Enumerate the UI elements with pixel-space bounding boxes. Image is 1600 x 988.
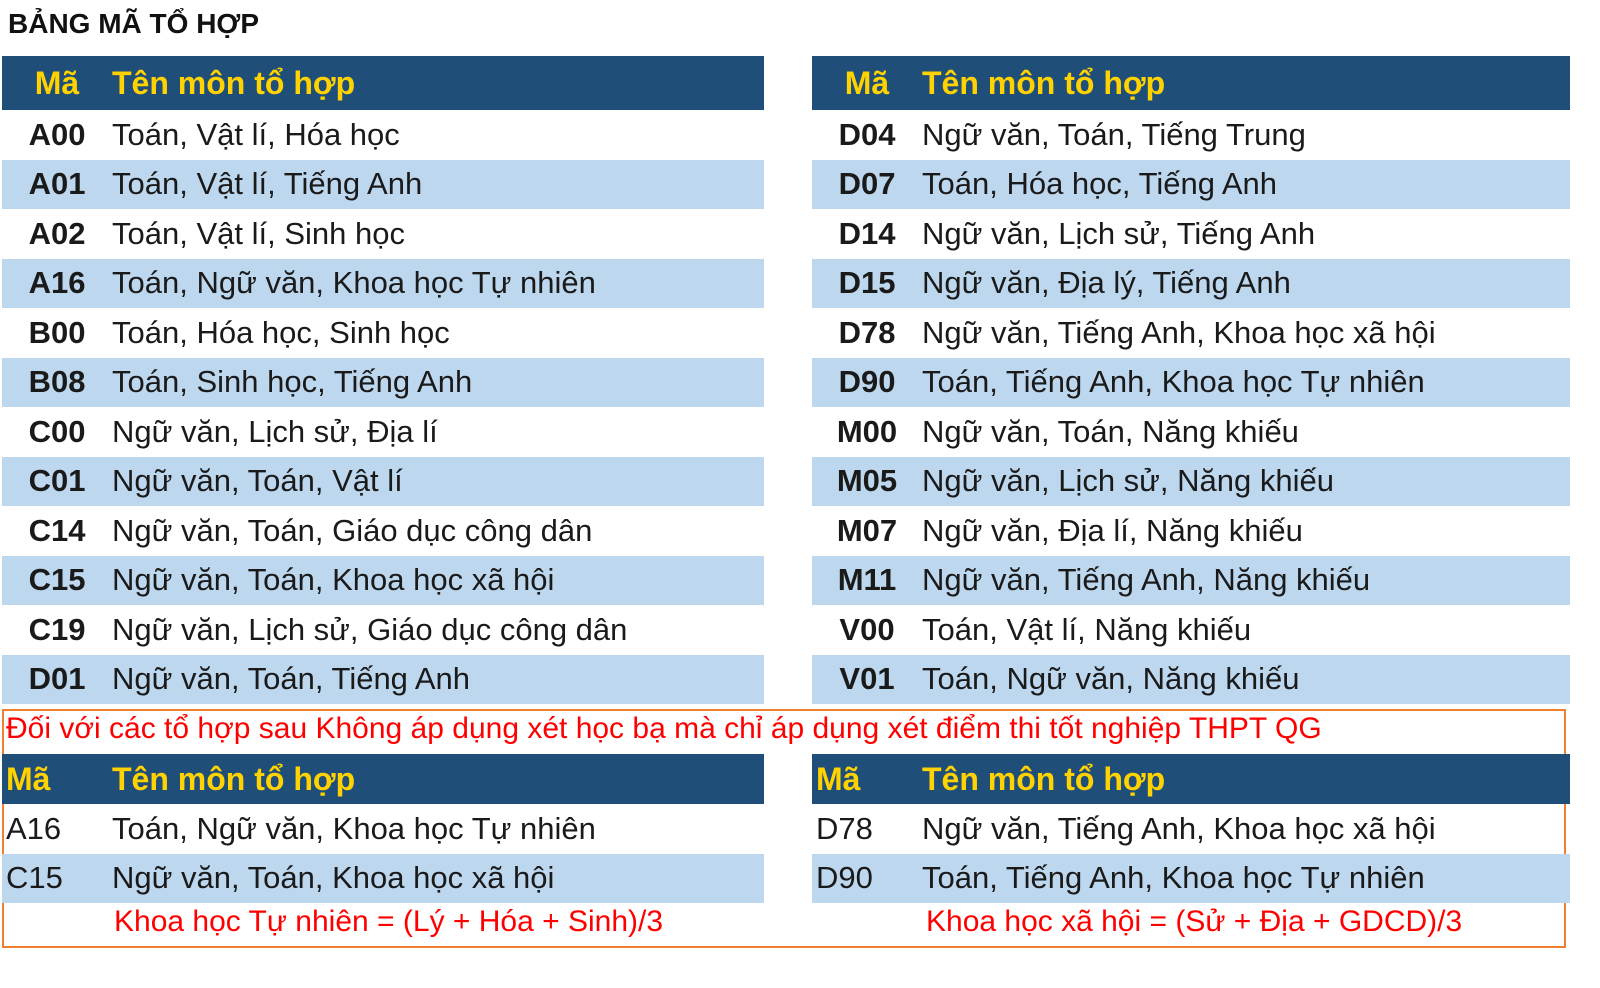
table-row: [812, 209, 1570, 259]
row-name: Ngữ văn, Tiếng Anh, Khoa học xã hội: [922, 314, 1436, 350]
row-name: Toán, Ngữ văn, Khoa học Tự nhiên: [112, 265, 596, 301]
row-name: Ngữ văn, Lịch sử, Tiếng Anh: [922, 215, 1316, 251]
row-code: C00: [28, 413, 86, 449]
table-row: [2, 407, 764, 457]
row-name: Toán, Tiếng Anh, Khoa học Tự nhiên: [922, 364, 1425, 400]
table-row: [812, 804, 1570, 854]
row-name: Toán, Vật lí, Năng khiếu: [922, 611, 1252, 647]
row-code: C15: [6, 860, 63, 896]
table-row: [2, 804, 764, 854]
table-row: [2, 358, 764, 408]
formula-natural-science: Khoa học Tự nhiên = (Lý + Hóa + Sinh)/3: [114, 905, 664, 938]
table-row: [812, 556, 1570, 606]
row-code: D78: [838, 314, 896, 350]
header-name: Tên môn tổ hợp: [112, 760, 356, 797]
row-code: D90: [816, 860, 873, 896]
combination-table-left: [2, 56, 764, 704]
table-row: [812, 854, 1570, 904]
header-code: Mã: [816, 760, 861, 797]
table-row: [2, 506, 764, 556]
row-name: Ngữ văn, Toán, Vật lí: [112, 463, 403, 499]
table-header: [2, 754, 764, 804]
row-name: Ngữ văn, Toán, Tiếng Trung: [922, 116, 1306, 152]
row-code: A16: [28, 265, 86, 301]
table-header: [812, 56, 1570, 110]
row-name: Ngữ văn, Toán, Khoa học xã hội: [112, 860, 555, 896]
row-code: D15: [838, 265, 896, 301]
table-row: [812, 605, 1570, 655]
table-row: [2, 110, 764, 160]
row-name: Toán, Ngữ văn, Năng khiếu: [922, 661, 1300, 697]
row-name: Toán, Ngữ văn, Khoa học Tự nhiên: [112, 810, 596, 846]
combination-table-right: [812, 56, 1570, 704]
row-code: D90: [838, 364, 896, 400]
header-name: Tên môn tổ hợp: [922, 64, 1166, 101]
table-row: [812, 457, 1570, 507]
row-code: M05: [836, 463, 898, 499]
row-code: A00: [28, 116, 86, 152]
header-code: Mã: [6, 760, 51, 797]
row-name: Ngữ văn, Toán, Tiếng Anh: [112, 661, 470, 697]
table-row: [812, 308, 1570, 358]
row-name: Ngữ văn, Tiếng Anh, Năng khiếu: [922, 562, 1371, 598]
header-code: Mã: [844, 64, 890, 101]
exclusion-table-left: [2, 754, 764, 903]
row-code: C19: [28, 611, 86, 647]
table-row: [812, 506, 1570, 556]
row-name: Ngữ văn, Toán, Năng khiếu: [922, 413, 1299, 449]
exclusion-note: Đối với các tổ hợp sau Không áp dụng xét học bạ mà chỉ áp dụng xét điểm thi tốt nghiệp THPT QG: [6, 712, 1322, 745]
row-code: M11: [837, 562, 897, 598]
row-name: Ngữ văn, Toán, Khoa học xã hội: [112, 562, 555, 598]
row-code: C15: [28, 562, 86, 598]
table-row: [2, 160, 764, 210]
row-code: D14: [838, 215, 896, 251]
table-row: [2, 259, 764, 309]
formula-social-science: Khoa học xã hội = (Sử + Địa + GDCD)/3: [926, 905, 1463, 938]
table-row: [812, 358, 1570, 408]
row-name: Ngữ văn, Địa lý, Tiếng Anh: [922, 265, 1291, 301]
table-header: [2, 56, 764, 110]
row-code: D04: [838, 116, 896, 152]
row-name: Toán, Hóa học, Tiếng Anh: [922, 166, 1278, 202]
table-row: [2, 209, 764, 259]
row-code: D01: [28, 661, 86, 697]
table-row: [812, 160, 1570, 210]
row-name: Toán, Sinh học, Tiếng Anh: [112, 364, 473, 400]
table-row: [812, 110, 1570, 160]
row-name: Toán, Hóa học, Sinh học: [112, 314, 450, 350]
row-name: Ngữ văn, Lịch sử, Năng khiếu: [922, 463, 1334, 499]
row-name: Ngữ văn, Địa lí, Năng khiếu: [922, 512, 1303, 548]
row-code: D78: [816, 810, 873, 846]
row-code: B00: [28, 314, 86, 350]
table-row: [2, 308, 764, 358]
row-code: C14: [28, 512, 86, 548]
row-code: M07: [836, 512, 898, 548]
table-row: [2, 605, 764, 655]
header-name: Tên môn tổ hợp: [112, 64, 356, 101]
row-code: C01: [28, 463, 86, 499]
row-name: Ngữ văn, Tiếng Anh, Khoa học xã hội: [922, 810, 1436, 846]
table-row: [812, 655, 1570, 705]
row-name: Ngữ văn, Lịch sử, Giáo dục công dân: [112, 611, 628, 647]
exclusion-table-right: [812, 754, 1570, 903]
header-code: Mã: [34, 64, 80, 101]
table-row: [812, 259, 1570, 309]
row-name: Toán, Vật lí, Hóa học: [112, 116, 400, 152]
row-code: A02: [28, 215, 86, 251]
row-code: A16: [6, 810, 62, 846]
table-row: [812, 407, 1570, 457]
table-header: [812, 754, 1570, 804]
table-row: [2, 854, 764, 904]
row-name: Ngữ văn, Lịch sử, Địa lí: [112, 413, 438, 449]
row-code: M00: [836, 413, 898, 449]
table-row: [2, 457, 764, 507]
table-row: [2, 556, 764, 606]
row-code: B08: [28, 364, 86, 400]
row-name: Ngữ văn, Toán, Giáo dục công dân: [112, 512, 593, 548]
row-code: V00: [839, 611, 895, 647]
row-code: D07: [838, 166, 896, 202]
row-name: Toán, Vật lí, Tiếng Anh: [112, 166, 423, 202]
row-name: Toán, Vật lí, Sinh học: [112, 215, 405, 251]
row-code: A01: [28, 166, 86, 202]
row-name: Toán, Tiếng Anh, Khoa học Tự nhiên: [922, 860, 1425, 896]
table-row: [2, 655, 764, 705]
page-title: BẢNG MÃ TỔ HỢP: [8, 8, 259, 39]
row-code: V01: [839, 661, 895, 697]
header-name: Tên môn tổ hợp: [922, 760, 1166, 797]
